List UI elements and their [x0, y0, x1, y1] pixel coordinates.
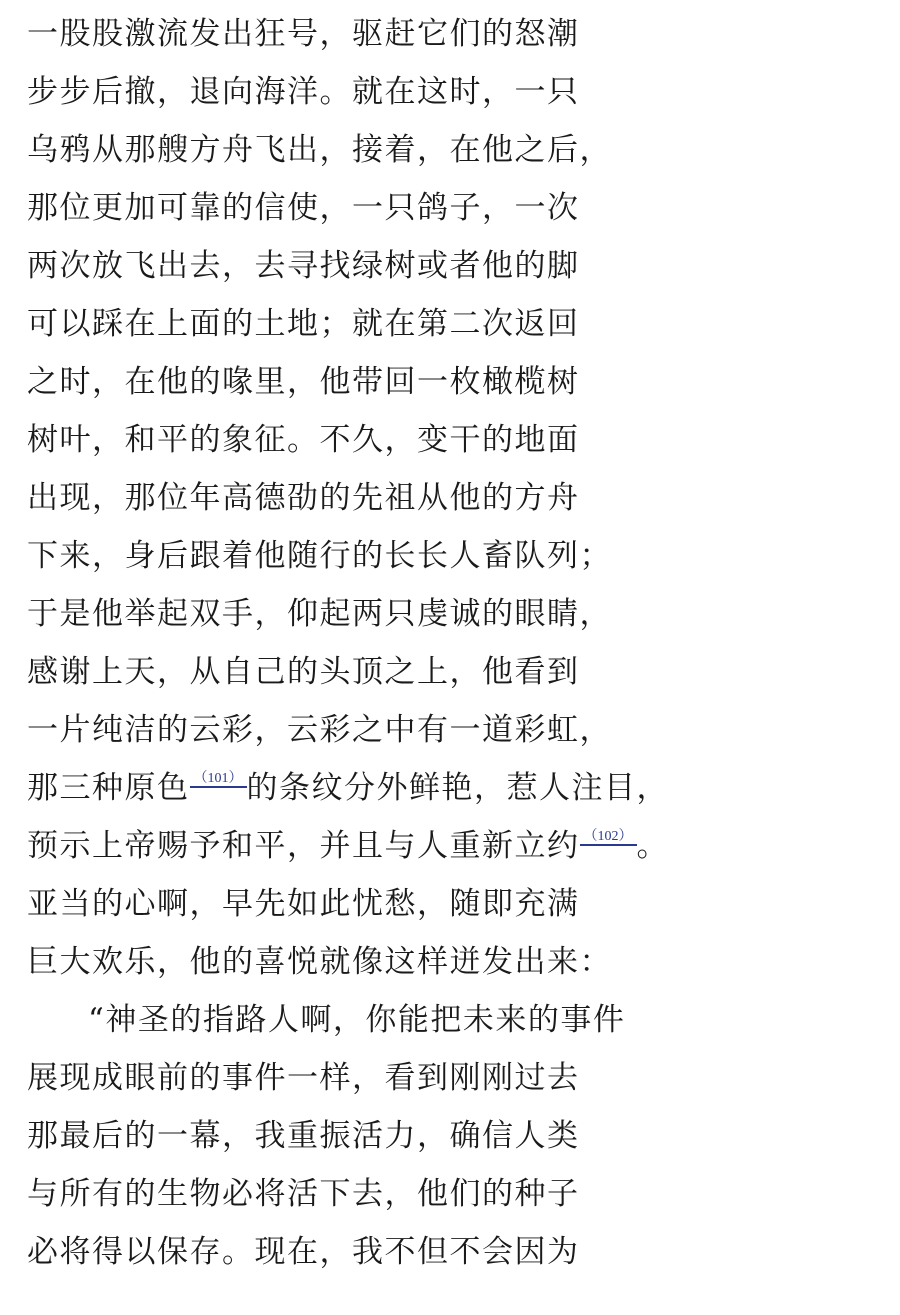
text-line: 两次放飞出去，去寻找绿树或者他的脚: [27, 248, 580, 284]
quote-first-line: “神圣的指路人啊，你能把未来的事件: [88, 1002, 626, 1038]
text-line: 亚当的心啊，早先如此忧愁，随即充满: [27, 886, 580, 922]
text-line: 那最后的一幕，我重振活力，确信人类: [27, 1118, 580, 1154]
text-line-with-note: [27, 768, 669, 808]
text-line: 步步后撤，退向海洋。就在这时，一只: [27, 74, 580, 110]
text-line: 一片纯洁的云彩，云彩之中有一道彩虹，: [27, 712, 612, 748]
text-line-with-note: [27, 826, 669, 866]
text-line: 与所有的生物必将活下去，他们的种子: [27, 1176, 580, 1212]
text-line: 乌鸦从那艘方舟飞出，接着，在他之后，: [27, 132, 612, 168]
text-segment: 。: [636, 828, 669, 864]
text-segment: 的条纹分外鲜艳，惹人注目，: [246, 770, 669, 806]
text-line: 出现，那位年高德劭的先祖从他的方舟: [27, 480, 580, 516]
text-line: 那位更加可靠的信使，一只鸽子，一次: [27, 190, 580, 226]
text-segment: 那三种原色: [27, 770, 190, 806]
text-line: 必将得以保存。现在，我不但不会因为: [27, 1234, 580, 1270]
text-line: 一股股激流发出狂号，驱赶它们的怒潮: [27, 16, 580, 52]
text-line: 感谢上天，从自己的头顶之上，他看到: [27, 654, 580, 690]
footnote-link-101[interactable]: （101）: [190, 772, 247, 788]
text-line: 之时，在他的喙里，他带回一枚橄榄树: [27, 364, 580, 400]
text-line: 可以踩在上面的土地；就在第二次返回: [27, 306, 580, 342]
text-segment: 预示上帝赐予和平，并且与人重新立约: [27, 828, 580, 864]
text-line: 下来，身后跟着他随行的长长人畜队列；: [27, 538, 612, 574]
footnote-link-102[interactable]: （102）: [580, 830, 637, 846]
text-line: 巨大欢乐，他的喜悦就像这样迸发出来：: [27, 944, 612, 980]
text-line: 展现成眼前的事件一样，看到刚刚过去: [27, 1060, 580, 1096]
text-line: 树叶，和平的象征。不久，变干的地面: [27, 422, 580, 458]
text-line: 于是他举起双手，仰起两只虔诚的眼睛，: [27, 596, 612, 632]
